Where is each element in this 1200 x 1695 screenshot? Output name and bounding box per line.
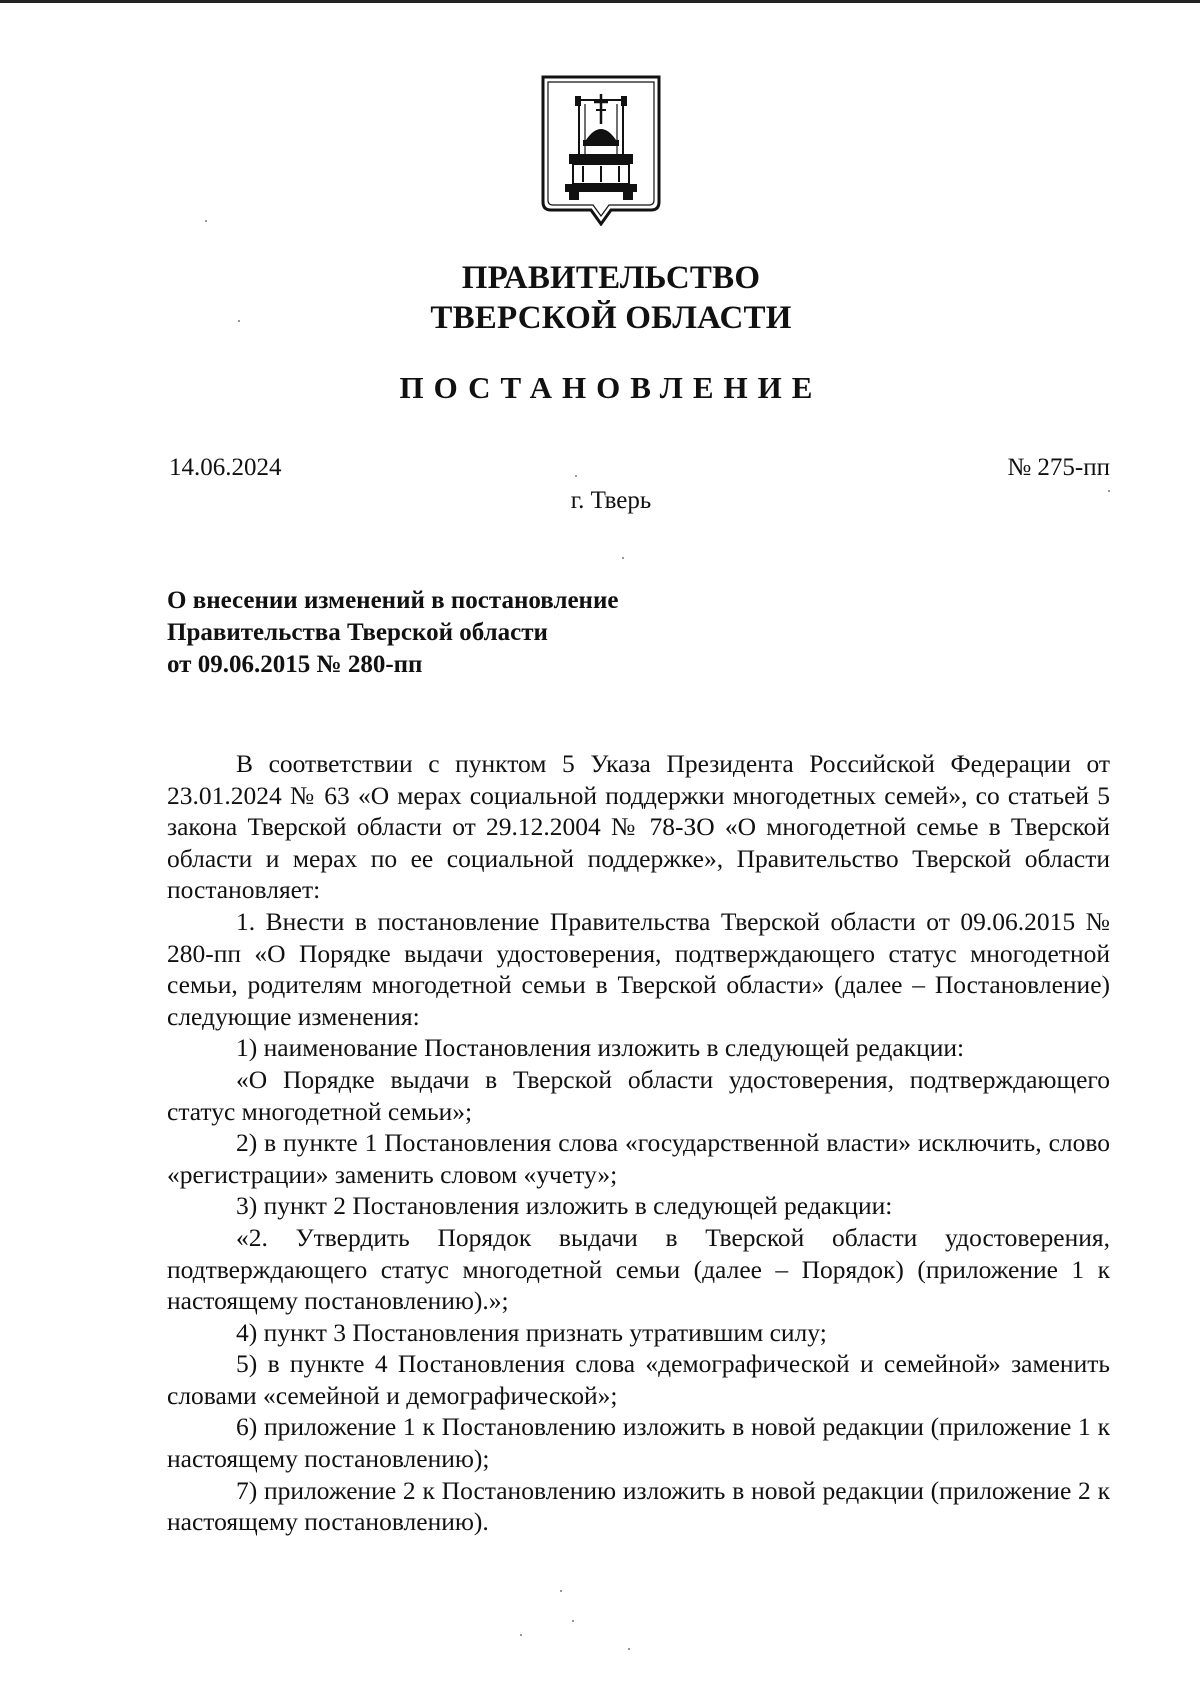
document-subject [167, 585, 618, 681]
organization-title [0, 258, 1200, 338]
body-paragraph: 5) в пункте 4 Постановления слова «демографической и семейной» заменить словами «семейной и демографической»; [167, 1349, 1110, 1410]
document-body [167, 748, 1110, 1538]
subject-line2: Правительства Тверской области [167, 619, 548, 646]
body-paragraph: «О Порядке выдачи в Тверской области удостоверения, подтверждающего статус многодетной семьи»; [167, 1064, 1110, 1126]
subject-line3: от 09.06.2015 № 280-пп [167, 651, 423, 678]
scan-speck [238, 320, 240, 322]
scan-speck [622, 557, 624, 559]
organization-title-line1: ПРАВИТЕЛЬСТВО [461, 260, 761, 296]
body-paragraph: 1) наименование Постановления изложить в следующей редакции: [236, 1033, 965, 1063]
tver-coat-of-arms-emblem [539, 74, 663, 226]
body-paragraph: 1. Внести в постановление Правительства Тверской области от 09.06.2015 № 280-пп «О Порядке выдачи удостоверения, подтверждающего статус многодетной семьи, родителям многодетной семьи в Тверской области» (далее – Постановление) следующие изменения: [167, 906, 1110, 1031]
scan-speck [560, 1590, 562, 1592]
body-paragraph: 2) в пункте 1 Постановления слова «государственной власти» исключить, слово «регистрации» заменить словом «учету»; [167, 1128, 1110, 1189]
scan-top-edge [0, 0, 1200, 3]
scan-speck [205, 220, 207, 222]
body-paragraph: 7) приложение 2 к Постановлению изложить в новой редакции (приложение 2 к настоящему постановлению). [167, 1475, 1110, 1537]
document-date: 14.06.2024 [169, 454, 282, 481]
scan-speck [1108, 490, 1110, 492]
document-number: № 275-пп [1007, 454, 1110, 481]
scan-speck [520, 1634, 522, 1636]
body-paragraph: В соответствии с пунктом 5 Указа Президента Российской Федерации от 23.01.2024 № 63 «О мерах социальной поддержки многодетных семей», со статьей 5 закона Тверской области от 29.12.2004 № 78-ЗО «О многодетной семье в Тверской области и мерах по ее социальной поддержке», Правительство Тверской области постановляет: [167, 749, 1110, 905]
subject-line1: О внесении изменений в постановление [167, 587, 619, 614]
body-paragraph: 3) пункт 2 Постановления изложить в следующей редакции: [236, 1191, 893, 1221]
document-type-heading: ПОСТАНОВЛЕНИЕ [399, 370, 823, 405]
body-paragraph: «2. Утвердить Порядок выдачи в Тверской области удостоверения, подтверждающего статус многодетной семьи (далее – Порядок) (приложение 1 к настоящему постановлению).»; [167, 1222, 1110, 1316]
scan-speck [628, 1648, 630, 1650]
body-paragraph: 4) пункт 3 Постановления признать утратившим силу; [236, 1317, 827, 1347]
body-paragraph: 6) приложение 1 к Постановлению изложить в новой редакции (приложение 1 к настоящему постановлению); [167, 1412, 1110, 1474]
organization-title-line2: ТВЕРСКОЙ ОБЛАСТИ [430, 300, 792, 336]
scan-speck [572, 1620, 574, 1622]
document-city: г. Тверь [570, 487, 652, 514]
scan-speck [575, 475, 577, 477]
